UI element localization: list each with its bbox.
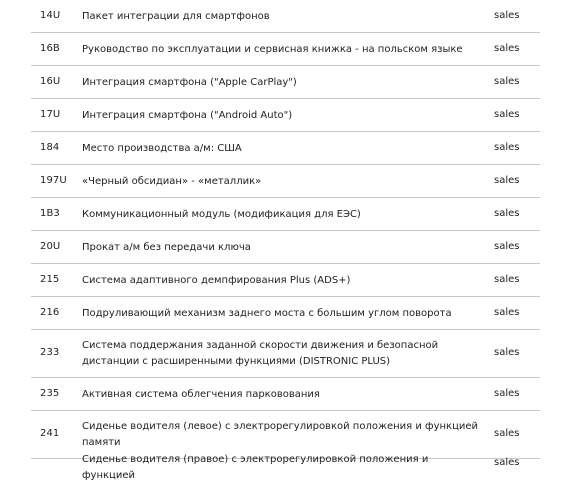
option-category: sales (494, 9, 520, 21)
option-category: sales (494, 457, 520, 468)
option-code: 16U (40, 75, 61, 87)
table-row (0, 132, 566, 165)
table-row (0, 454, 566, 499)
option-category: sales (494, 428, 520, 439)
option-description: Интеграция смартфона ("Android Auto") (82, 109, 293, 121)
option-description: Пакет интеграции для смартфонов (82, 10, 270, 22)
option-description: Место производства а/м: США (82, 142, 242, 154)
table-row (0, 0, 566, 33)
option-description: Система поддержания заданной скорости движения и безопасной дистанции с расширенными функциями (DISTRONIC PLUS) (82, 340, 439, 367)
option-code: 233 (40, 347, 60, 358)
option-description: Активная система облегчения парковования (82, 388, 320, 400)
table-row (0, 198, 566, 231)
option-code: 241 (40, 428, 60, 439)
table-row (0, 264, 566, 297)
table-row (0, 297, 566, 330)
option-description: Интеграция смартфона ("Apple CarPlay") (82, 76, 297, 88)
option-description: Руководство по эксплуатации и сервисная книжка - на польском языке (82, 43, 463, 55)
option-code: 20U (40, 240, 61, 252)
table-row (0, 165, 566, 198)
option-code: 235 (40, 387, 60, 399)
option-category: sales (494, 306, 520, 318)
option-description: Подруливающий механизм заднего моста с большим углом поворота (82, 307, 452, 319)
option-category: sales (494, 75, 520, 87)
option-category: sales (494, 273, 520, 285)
table-row (0, 330, 566, 378)
option-category: sales (494, 42, 520, 54)
option-category: sales (494, 387, 520, 399)
option-category: sales (494, 207, 520, 219)
table-row (0, 66, 566, 99)
option-category: sales (494, 174, 520, 186)
option-category: sales (494, 108, 520, 120)
option-description: Система адаптивного демпфирования Plus (ADS+) (82, 274, 351, 286)
table-row (0, 33, 566, 66)
table-row (0, 378, 566, 411)
option-code: 197U (40, 174, 67, 186)
option-code: 17U (40, 108, 61, 120)
option-description: Прокат а/м без передачи ключа (82, 241, 251, 253)
table-row (0, 231, 566, 264)
option-code: 215 (40, 273, 60, 285)
option-code: 1B3 (40, 207, 60, 219)
option-description: Сиденье водителя (правое) с электрорегулировкой положения и функцией (82, 454, 429, 481)
option-code: 16B (40, 42, 60, 54)
table-row (0, 99, 566, 132)
option-description: Сиденье водителя (левое) с электрорегулировкой положения и функцией памяти (82, 421, 479, 448)
option-category: sales (494, 240, 520, 252)
option-category: sales (494, 141, 520, 153)
option-code: 14U (40, 9, 61, 21)
option-code: 216 (40, 306, 60, 318)
option-code: 184 (40, 141, 60, 153)
option-category: sales (494, 347, 520, 358)
option-description: «Черный обсидиан» - «металлик» (82, 175, 262, 187)
option-description: Коммуникационный модуль (модификация для ЕЭС) (82, 208, 361, 220)
